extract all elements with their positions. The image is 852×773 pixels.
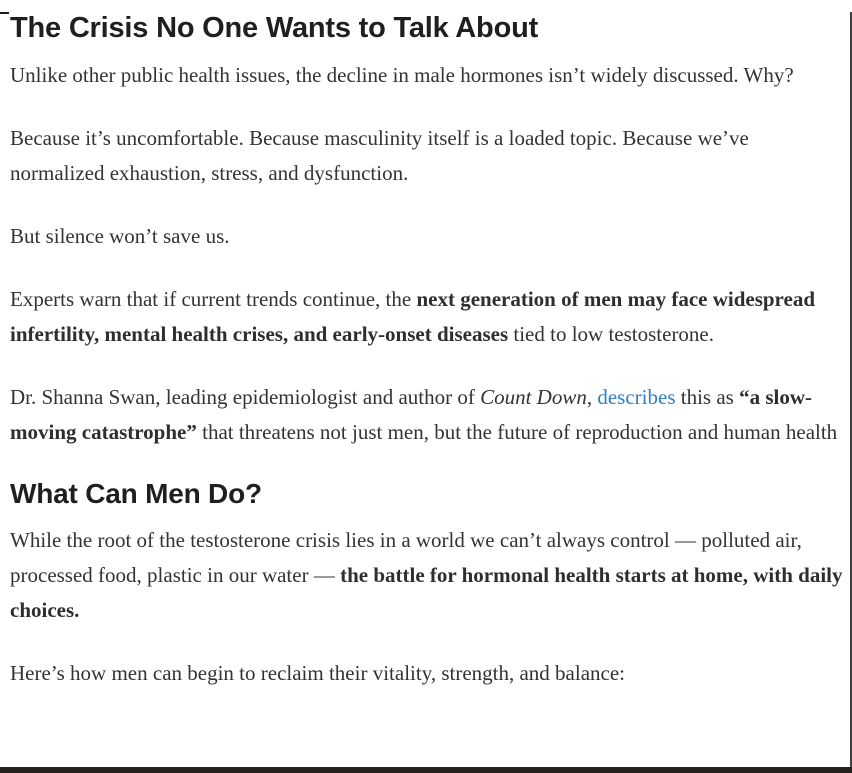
next-section-top-edge <box>0 767 852 773</box>
top-left-mark <box>0 12 9 14</box>
heading-crisis-no-one-wants-to-talk-about: The Crisis No One Wants to Talk About <box>10 12 539 44</box>
text-segment: Experts warn that if current trends continue, the <box>10 287 417 311</box>
paragraph-root-of-crisis <box>10 523 844 628</box>
bold-text-slow-moving-catastrophe: “a slow-moving catastrophe” <box>10 385 813 444</box>
bold-text-battle-for-hormonal-health: the battle for hormonal health starts at home, with daily choices. <box>10 563 843 622</box>
text-segment: While the root of the testosterone crisis lies in a world we can’t always control — polluted air, processed food, plastic in our water — <box>10 528 802 587</box>
article-body <box>0 12 852 691</box>
text-segment: tied to low testosterone. <box>508 322 715 346</box>
paragraph-because-uncomfortable: Because it’s uncomfortable. Because masculinity itself is a loaded topic. Because we’ve normalized exhaustion, stress, and dysfunction. <box>10 126 749 185</box>
paragraph-unlike-other-issues: Unlike other public health issues, the decline in male hormones isn’t widely discussed. Why? <box>10 63 794 87</box>
heading-what-can-men-do: What Can Men Do? <box>10 478 262 509</box>
paragraph-heres-how: Here’s how men can begin to reclaim their vitality, strength, and balance: <box>10 661 626 685</box>
text-segment: this as <box>675 385 740 409</box>
text-segment: , <box>586 385 598 409</box>
describes-link[interactable]: describes <box>597 385 676 409</box>
paragraph-shanna-swan <box>10 380 844 450</box>
text-segment: that threatens not just men, but the future of reproduction and human health <box>196 420 838 444</box>
text-segment: Dr. Shanna Swan, leading epidemiologist and author of <box>10 385 481 409</box>
paragraph-experts-warn <box>10 282 844 352</box>
bold-text-next-generation: next generation of men may face widespread infertility, mental health crises, and early-onset diseases <box>10 287 816 346</box>
paragraph-silence-wont-save: But silence won’t save us. <box>10 224 230 248</box>
italic-book-title-count-down: Count Down <box>480 385 587 409</box>
